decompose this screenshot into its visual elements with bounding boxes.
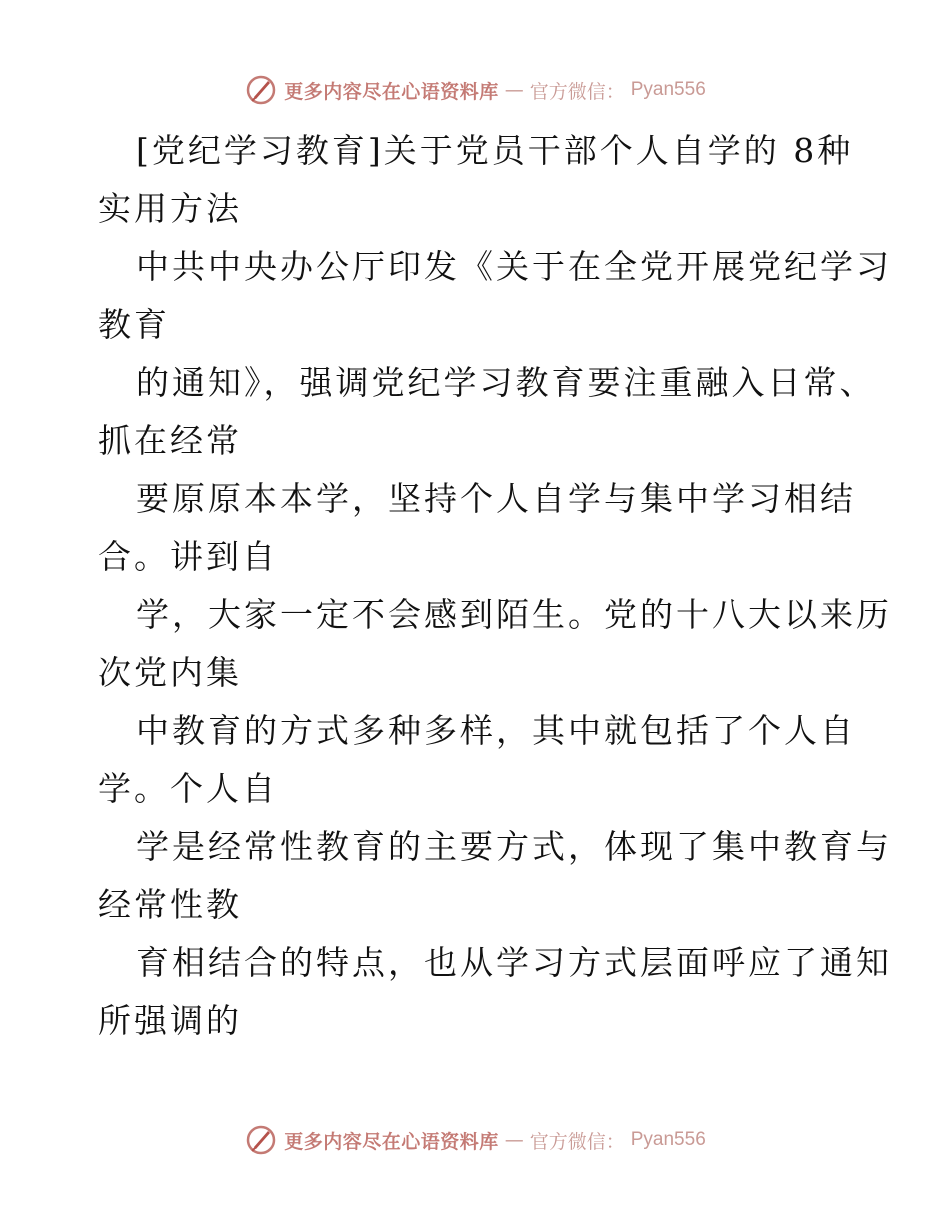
text-line: 要原原本本学，坚持个人自学与集中学习相结 (136, 479, 856, 518)
text-line: 教育 (98, 305, 170, 344)
banner-wechat-id: Pyan556 (630, 79, 706, 100)
text-line: [党纪学习教育]关于党员干部个人自学的 8种 (136, 131, 854, 170)
text-line: 抓在经常 (98, 421, 242, 460)
document-body (98, 122, 892, 1050)
footer-watermark-banner (0, 1120, 950, 1160)
banner-site-text: 更多内容尽在心语资料库 (284, 80, 499, 103)
text-line: 学，大家一定不会感到陌生。党的十八大以来历 (136, 595, 892, 634)
text-line: 次党内集 (98, 653, 242, 692)
text-line: 学。个人自 (98, 769, 278, 808)
banner-site-text: 更多内容尽在心语资料库 (284, 1130, 499, 1153)
text-line: 合。讲到自 (98, 537, 278, 576)
text-line: 经常性教 (98, 885, 242, 924)
banner-dash: — (504, 79, 524, 101)
text-line: 的通知》，强调党纪学习教育要注重融入日常、 (136, 363, 876, 402)
text-line: 育相结合的特点，也从学习方式层面呼应了通知 (136, 943, 892, 982)
text-line: 实用方法 (98, 189, 242, 228)
header-watermark-banner (0, 70, 950, 110)
quill-pen-logo-icon (244, 73, 278, 107)
text-line: 中教育的方式多种多样，其中就包括了个人自 (136, 711, 856, 750)
text-line: 所强调的 (98, 1001, 242, 1040)
banner-wechat-id: Pyan556 (630, 1129, 706, 1150)
text-line: 学是经常性教育的主要方式，体现了集中教育与 (136, 827, 892, 866)
quill-pen-logo-icon (244, 1123, 278, 1157)
banner-wechat-label: 官方微信： (529, 80, 625, 103)
banner-dash: — (504, 1129, 524, 1151)
banner-wechat-label: 官方微信： (529, 1130, 625, 1153)
text-line: 中共中央办公厅印发《关于在全党开展党纪学习 (136, 247, 892, 286)
